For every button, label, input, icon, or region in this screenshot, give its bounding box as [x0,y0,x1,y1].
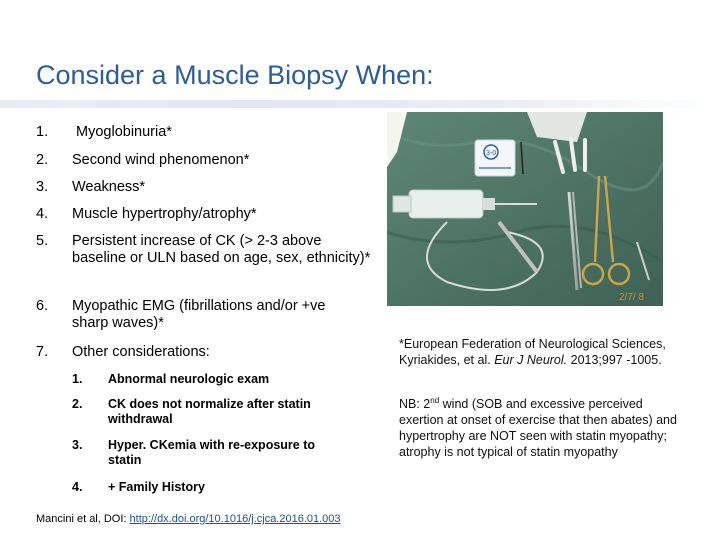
reference-prefix: Mancini et al, DOI: [36,513,130,525]
item-number: 5. [36,233,49,249]
journal-name: Eur J Neurol. [494,353,568,367]
nb-note [399,393,679,460]
citation-pages: 2013;997 -1005. [567,353,662,367]
subitem-number: 4. [72,480,83,494]
item-text: Other considerations: [72,344,210,360]
instruments-illustration [387,112,663,306]
syringe-barrel [409,190,483,218]
item-number: 7. [36,344,49,360]
subitem-text: Hyper. CKemia with re-exposure to statin [108,438,316,467]
item-number: 3. [36,179,49,195]
suture-label: 3-0 [486,150,497,157]
footnote-citation [399,336,684,368]
date-stamp: 2/7/ 8 [619,292,645,303]
page-title: Consider a Muscle Biopsy When: [36,60,434,90]
subitem-number: 2. [72,397,83,411]
reference-citation [36,513,341,525]
subitem-text: + Family History [108,480,205,494]
doi-link[interactable]: http://dx.doi.org/10.1016/j.cjca.2016.01.003 [129,513,341,525]
item-text: Myopathic EMG (fibrillations and/or +ve sharp waves)* [72,298,326,331]
nb-text: wind (SOB and excessive perceived exertion at onset of exercise that then abates) and hypertrophy are NOT seen with statin myopathy; atrophy is not typical of statin myopathy [399,397,677,460]
title-divider [0,100,720,108]
item-text: Persistent increase of CK (> 2-3 above baseline or ULN based on age, sex, ethnicity)* [72,233,371,266]
item-number: 4. [36,206,49,222]
nb-prefix: NB: 2 [399,397,431,412]
item-text: Second wind phenomenon* [72,152,250,168]
nb-superscript: nd [430,396,440,405]
item-number: 2. [36,152,49,168]
item-number: 6. [36,298,49,314]
subitem-number: 1. [72,372,83,386]
item-text: Myoglobinuria* [72,124,172,140]
subitem-text: Abnormal neurologic exam [108,372,270,386]
citation-text: *European Federation of Neurological Sciences, Kyriakides, et al. [399,337,666,367]
item-text: Muscle hypertrophy/atrophy* [72,206,257,222]
biopsy-instruments-photo [387,112,663,306]
subitem-text: CK does not normalize after statin withdrawal [108,397,311,426]
item-text: Weakness* [72,179,146,195]
item-number: 1. [36,124,49,140]
subitem-number: 3. [72,438,83,452]
